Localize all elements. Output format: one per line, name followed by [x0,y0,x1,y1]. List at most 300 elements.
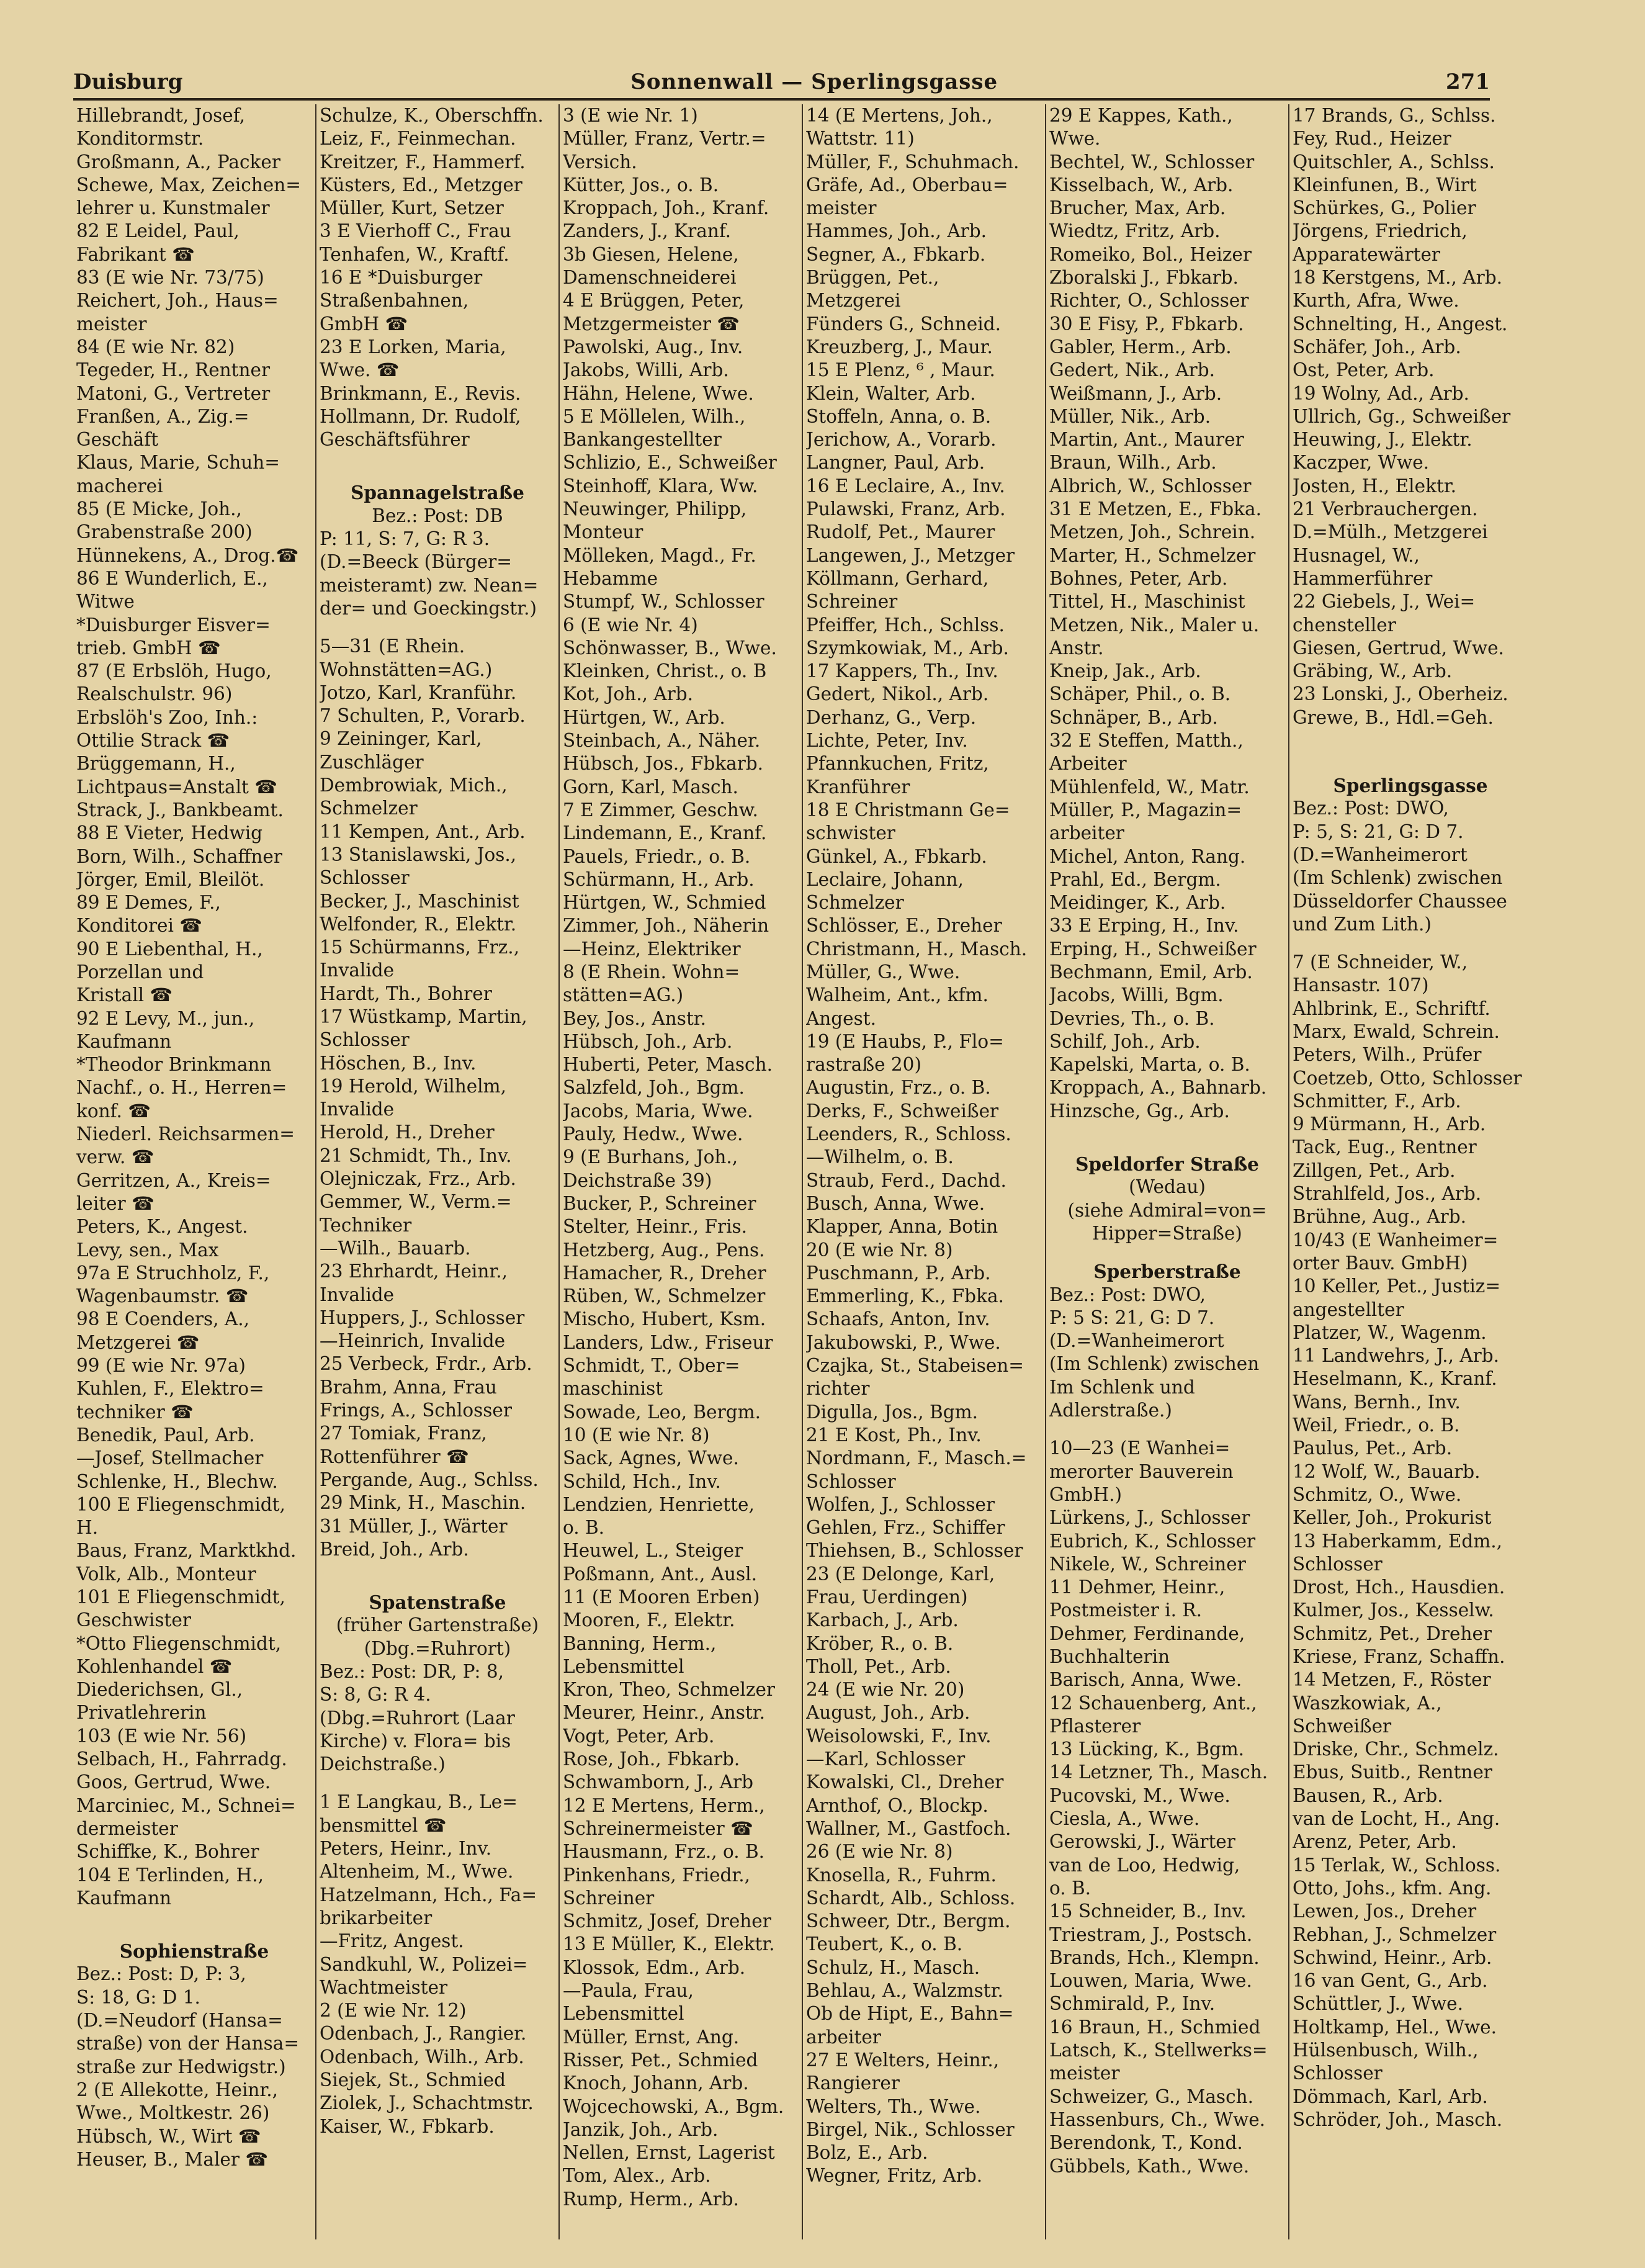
entry-line: Schweizer, G., Masch. [1049,2086,1253,2107]
entry-line: Hausmann, Frz., o. B. [563,1841,765,1863]
entry-line: Augustin, Frz., o. B. [806,1077,991,1099]
entry-line: Fünders G., Schneid. [806,313,1001,335]
entry-line: 16 E *Duisburger [320,267,483,289]
entry-line: 7 E Zimmer, Geschw. [563,799,758,821]
entry-line: macherei [76,475,163,497]
entry-line: Lürkens, J., Schlosser [1049,1507,1250,1529]
spacer [1049,1245,1285,1260]
entry-line: Techniker [320,1214,412,1236]
entry-line: Reichert, Joh., Haus= [76,290,279,312]
entry-line: Meidinger, K., Arb. [1049,892,1226,914]
entry-line: Drost, Hch., Hausdien. [1293,1577,1505,1598]
entry-line: Ob de Hipt, E., Bahn= [806,2003,1014,2025]
entry-line: Braun, Wilh., Arb. [1049,452,1217,474]
entry-line: 3 E Vierhoff C., Frau [320,220,511,242]
entry-line: verw. ☎ [76,1146,155,1168]
entry-line: Schlosser [320,1029,410,1051]
entry-line: 27 E Welters, Heinr., [806,2049,1000,2071]
entry-line: Gehlen, Frz., Schiffer [806,1517,1005,1539]
entry-line: Zboralski J., Fbkarb. [1049,267,1239,289]
entry-line: Bechmann, Emil, Arb. [1049,961,1253,983]
entry-line: Sandkuhl, W., Polizei= [320,1953,528,1975]
entry-line: brikarbeiter [320,1907,433,1928]
entry-line: Deichstraße.) [320,1753,446,1775]
entry-line: Hülsenbusch, Wilh., [1293,2040,1479,2061]
entry-line: Straßenbahnen, [320,290,469,312]
entry-line: 13 E Müller, K., Elektr. [563,1933,775,1955]
entry-line: Dehmer, Ferdinande, [1049,1622,1245,1644]
entry-line: 87 (E Erbslöh, Hugo, [76,660,272,682]
entry-line: Gübbels, Kath., Wwe. [1049,2155,1250,2177]
entry-line: Wwe. [1049,128,1101,150]
entry-line: 7 Schulten, P., Vorarb. [320,705,526,727]
entry-line: Rump, Herm., Arb. [563,2188,739,2210]
entry-line: Jörger, Emil, Bleilöt. [76,868,265,890]
entry-line: Konditormstr. [76,128,204,150]
entry-line: 13 Lücking, K., Bgm. [1049,1739,1245,1760]
entry-line: Schmelzer [320,798,418,819]
entry-line: Schlosser [806,1470,896,1492]
entry-line: Invalide [320,1284,395,1305]
entry-line: Gerowski, J., Wärter [1049,1831,1235,1853]
entry-line: Bohnes, Peter, Arb. [1049,567,1228,589]
entry-line: Hübsch, Joh., Arb. [563,1030,733,1052]
entry-line: 19 Wolny, Ad., Arb. [1293,382,1469,404]
entry-line: Gedert, Nik., Arb. [1049,359,1215,381]
entry-line: meister [806,197,877,219]
entry-line: Brüggen, Pet., [806,267,939,289]
entry-line: Quitschler, A., Schlss. [1293,151,1495,173]
entry-line: Kreuzberg, J., Maur. [806,336,993,358]
entry-line: Hipper=Straße) [1092,1222,1242,1244]
column-5 [1046,104,1289,2239]
entry-line: Platzer, W., Wagenm. [1293,1321,1487,1343]
entry-line: Marciniec, M., Schnei= [76,1794,296,1816]
entry-line: Müller, Ernst, Ang. [563,2026,740,2048]
entry-line: Klossok, Edm., Arb. [563,1956,746,1978]
entry-line: *Duisburger Eisver= [76,614,271,636]
entry-line: merorter Bauverein [1049,1460,1234,1482]
entry-line: meisteramt) zw. Nean= [320,574,539,596]
street-heading: Spannagelstraße [351,482,524,504]
entry-line: Wallner, M., Gastfoch. [806,1817,1011,1839]
entry-line: Stoffeln, Anna, o. B. [806,405,992,427]
entry-line: Kaufmann [76,1887,172,1909]
entry-line: Leenders, R., Schloss. [806,1123,1011,1145]
entry-line: Busch, Anna, Wwe. [806,1192,985,1214]
entry-line: Schreinermeister ☎ [563,1817,753,1839]
entry-line: o. B. [1049,1877,1091,1899]
entry-line: Schild, Hch., Inv. [563,1470,721,1492]
entry-line: 25 Verbeck, Frdr., Arb. [320,1353,532,1375]
page-number: 271 [1446,70,1490,94]
entry-line: Müller, Franz, Vertr.= [563,128,766,150]
entry-line: 30 E Fisy, P., Fbkarb. [1049,313,1244,335]
entry-line: 19 Herold, Wilhelm, [320,1075,506,1097]
entry-line: Monteur [563,521,643,543]
entry-line: Rebhan, J., Schmelzer [1293,1924,1497,1945]
entry-line: Mühlenfeld, W., Matr. [1049,776,1250,798]
entry-line: Hollmann, Dr. Rudolf, [320,405,521,427]
entry-line: 10—23 (E Wanhei= [1049,1438,1230,1459]
entry-line: —Karl, Schlosser [806,1748,966,1770]
entry-line: Segner, A., Fbkarb. [806,243,986,265]
entry-line: Schardt, Alb., Schloss. [806,1887,1016,1909]
entry-line: 88 E Vieter, Hedwig [76,822,263,844]
entry-line: Altenheim, M., Wwe. [320,1861,514,1883]
entry-line: Kaczper, Wwe. [1293,452,1430,474]
entry-line: van de Locht, H., Ang. [1293,1808,1500,1830]
entry-line: Ahlbrink, E., Schriftf. [1293,997,1490,1019]
entry-line: Ost, Peter, Arb. [1293,359,1435,381]
entry-line: Wojcechowski, A., Bgm. [563,2095,784,2117]
entry-line: Jakobs, Willi, Arb. [563,359,729,381]
entry-line: Konditorei ☎ [76,915,203,937]
entry-line: Schürkes, G., Polier [1293,197,1476,219]
entry-line: 10/43 (E Wanheimer= [1293,1229,1499,1251]
entry-line: Schwamborn, J., Arb [563,1771,753,1793]
entry-line: Weißmann, J., Arb. [1049,382,1222,404]
entry-line: Welters, Th., Wwe. [806,2095,981,2117]
entry-line: Hürtgen, W., Schmied [563,892,766,914]
entry-line: Angest. [806,1007,877,1029]
entry-line: —Paula, Frau, [563,1980,694,2002]
header-city: Duisburg [73,70,183,94]
entry-line: Günkel, A., Fbkarb. [806,845,987,867]
entry-line: Gedert, Nikol., Arb. [806,683,989,705]
entry-line: Tegeder, H., Rentner [76,359,271,381]
entry-line: Czajka, St., Stabeisen= [806,1355,1024,1377]
spacer [320,466,555,481]
entry-line: Schmitz, Pet., Dreher [1293,1622,1492,1644]
page-header [73,63,1490,101]
entry-line: 89 E Demes, F., [76,892,221,914]
entry-line: Klapper, Anna, Botin [806,1216,998,1238]
entry-line: 17 Kappers, Th., Inv. [806,660,998,682]
spacer [1293,936,1528,951]
entry-line: Ullrich, Gg., Schweißer [1293,405,1511,427]
entry-line: Heuwel, L., Steiger [563,1540,743,1562]
entry-line: Richter, O., Schlosser [1049,290,1249,312]
entry-line: (D.=Beeck (Bürger= [320,551,513,573]
entry-line: 98 E Coenders, A., [76,1308,250,1330]
entry-line: Schäper, Phil., o. B. [1049,683,1231,705]
entry-line: 27 Tomiak, Franz, [320,1423,487,1444]
entry-line: Pfannkuchen, Fritz, [806,753,989,775]
entry-line: Schmitz, Josef, Dreher [563,1910,771,1932]
entry-line: 4 E Brüggen, Peter, [563,290,745,312]
entry-line: Klein, Walter, Arb. [806,382,976,404]
entry-line: Zimmer, Joh., Näherin [563,915,769,937]
entry-line: Wachtmeister [320,1976,448,1998]
entry-line: 12 E Mertens, Herm., [563,1794,765,1816]
entry-line: 103 (E wie Nr. 56) [76,1725,247,1747]
entry-line: Metzen, Joh., Schrein. [1049,521,1256,543]
entry-line: S: 18, G: D 1. [76,1986,200,2008]
entry-line: Lindemann, E., Kranf. [563,822,767,844]
street-heading: Sophienstraße [119,1940,269,1963]
entry-line: Odenbach, Wilh., Arb. [320,2046,524,2068]
entry-line: Schönwasser, B., Wwe. [563,637,777,659]
entry-line: Giesen, Gertrud, Wwe. [1293,637,1504,659]
entry-line: 100 E Fliegenschmidt, [76,1493,285,1515]
entry-line: (Im Schlenk) zwischen [1293,867,1503,889]
entry-line: Zanders, J., Kranf. [563,220,732,242]
entry-line: Invalide [320,1099,395,1120]
entry-line: Digulla, Jos., Bgm. [806,1401,978,1423]
entry-line: 31 E Metzen, E., Fbka. [1049,498,1262,520]
entry-line: Hillebrandt, Josef, [76,105,245,126]
entry-line: Kreitzer, F., Hammerf. [320,151,526,173]
entry-line: Müller, Kurt, Setzer [320,197,504,219]
entry-line: Josten, H., Elektr. [1293,475,1457,497]
entry-line: 10 (E wie Nr. 8) [563,1424,710,1446]
spacer [320,451,555,466]
entry-line: und Zum Lith.) [1293,913,1432,935]
entry-line: Becker, J., Maschinist [320,890,519,912]
entry-line: 2 (E wie Nr. 12) [320,2000,467,2022]
entry-line: Neuwinger, Philipp, [563,498,747,520]
entry-line: Lebensmittel [563,1655,684,1677]
entry-line: Langewen, J., Metzger [806,544,1015,566]
entry-line: Schilf, Joh., Arb. [1049,1030,1201,1052]
entry-line: 84 (E wie Nr. 82) [76,336,235,358]
entry-line: Hürtgen, W., Arb. [563,706,725,728]
entry-line: 5—31 (E Rhein. [320,636,465,657]
entry-line: Brüggemann, H., [76,753,236,775]
entry-line: (Dbg.=Ruhrort (Laar [320,1707,515,1729]
entry-line: Baus, Franz, Marktkhd. [76,1540,297,1562]
entry-line: Metzgermeister ☎ [563,313,740,335]
directory-columns [73,104,1531,2239]
entry-line: Brucher, Max, Arb. [1049,197,1226,219]
entry-line: Schlenke, H., Blechw. [76,1470,278,1492]
entry-line: Gräbing, W., Arb. [1293,660,1453,682]
spacer [1049,1422,1285,1437]
entry-line: Strahlfeld, Jos., Arb. [1293,1183,1482,1205]
entry-line: Kütter, Jos., o. B. [563,174,719,196]
spacer [320,1776,555,1791]
entry-line: Realschulstr. 96) [76,683,233,705]
entry-line: 13 Stanislawski, Jos., [320,844,517,865]
entry-line: Hammerführer [1293,567,1433,589]
entry-line: Rangierer [806,2072,900,2094]
entry-line: Pflasterer [1049,1715,1141,1737]
entry-line: Schweißer [1293,1715,1392,1737]
entry-line: stätten=AG.) [563,984,684,1006]
entry-line: Versich. [563,151,637,173]
entry-line: Schlosser [1293,1553,1383,1575]
entry-line: Wwe., Moltkestr. 26) [76,2102,270,2124]
entry-line: Sowade, Leo, Bergm. [563,1401,761,1423]
entry-line: Arenz, Peter, Arb. [1293,1831,1457,1853]
entry-line: Kristall ☎ [76,984,173,1006]
entry-line: Dembrowiak, Mich., [320,775,508,796]
entry-line: Pauels, Friedr., o. B. [563,845,751,867]
entry-line: Pawolski, Aug., Inv. [563,336,743,358]
entry-line: Keller, Joh., Prokurist [1293,1507,1492,1529]
entry-line: Erping, H., Schweißer [1049,938,1257,960]
entry-line: leiter ☎ [76,1192,155,1214]
entry-line: chensteller [1293,614,1396,636]
entry-line: Brinkmann, E., Revis. [320,382,521,404]
entry-line: Hebamme [563,567,658,589]
entry-line: Niederl. Reichsarmen= [76,1123,295,1145]
entry-line: —Heinrich, Invalide [320,1330,506,1352]
entry-line: Gorn, Karl, Masch. [563,776,738,798]
entry-line: Pinkenhans, Friedr., [563,1864,751,1886]
entry-line: Tack, Eug., Rentner [1293,1136,1477,1158]
entry-line: Landers, Ldw., Friseur [563,1331,773,1353]
entry-line: Arnthof, O., Blockp. [806,1794,988,1816]
entry-line: Kranführer [806,776,910,798]
entry-line: Teubert, K., o. B. [806,1933,963,1955]
entry-line: Pulawski, Franz, Arb. [806,498,1006,520]
street-heading: Spatenstraße [369,1591,506,1614]
entry-line: Metzen, Nik., Maler u. [1049,614,1260,636]
spacer [1049,1123,1285,1138]
entry-line: Breid, Joh., Arb. [320,1538,469,1560]
entry-line: Jacobs, Maria, Wwe. [563,1100,753,1122]
entry-line: 2 (E Allekotte, Heinr., [76,2079,278,2100]
entry-line: Weil, Friedr., o. B. [1293,1415,1460,1436]
entry-line: Matoni, G., Vertreter [76,382,271,404]
entry-line: 18 Kerstgens, M., Arb. [1293,267,1502,289]
column-6 [1289,104,1531,2239]
entry-line: Wagenbaumstr. ☎ [76,1285,249,1307]
entry-line: Hübsch, W., Wirt ☎ [76,2125,261,2147]
entry-line: Frau, Uerdingen) [806,1586,968,1608]
entry-line: 23 E Lorken, Maria, [320,336,506,358]
entry-line: Hatzelmann, Hch., Fa= [320,1884,537,1906]
entry-line: Invalide [320,960,395,981]
entry-line: Kot, Joh., Arb. [563,683,694,705]
entry-line: 16 Braun, H., Schmied [1049,2016,1261,2038]
entry-line: 16 E Leclaire, A., Inv. [806,475,1005,497]
entry-line: Schlosser [1293,2063,1383,2084]
entry-line: 9 Zeininger, Karl, [320,728,482,750]
entry-line: Schürmann, H., Arb. [563,868,755,890]
entry-line: Kirche) v. Flora= bis [320,1730,511,1752]
entry-line: Pfeiffer, Hch., Schlss. [806,614,1005,636]
entry-line: Höschen, B., Inv. [320,1052,477,1074]
entry-line: Sack, Agnes, Wwe. [563,1447,739,1469]
entry-line: Schwind, Heinr., Arb. [1293,1946,1492,1968]
entry-line: 8 (E Rhein. Wohn= [563,961,740,983]
entry-line: Lebensmittel [563,2003,684,2025]
entry-line: (Wedau) [1129,1176,1206,1198]
entry-line: Hünnekens, A., Drog.☎ [76,544,299,566]
entry-line: 29 E Kappes, Kath., [1049,105,1233,126]
entry-line: Ottilie Strack ☎ [76,730,230,752]
entry-line: Wolfen, J., Schlosser [806,1493,995,1515]
entry-line: Prahl, Ed., Bergm. [1049,868,1221,890]
entry-line: dermeister [76,1817,178,1839]
entry-line: H. [76,1517,99,1539]
entry-line: Goos, Gertrud, Wwe. [76,1771,271,1793]
entry-line: Mischo, Hubert, Ksm. [563,1308,766,1330]
entry-line: Wegner, Fritz, Arb. [806,2165,983,2187]
entry-line: *Otto Fliegenschmidt, [76,1632,282,1654]
entry-line: Nellen, Ernst, Lagerist [563,2142,775,2164]
entry-line: 99 (E wie Nr. 97a) [76,1355,246,1377]
entry-line: Huberti, Peter, Masch. [563,1054,773,1076]
entry-line: meister [76,313,147,335]
entry-line: Rüben, W., Schmelzer [563,1285,766,1307]
entry-line: Bolz, E., Arb. [806,2142,928,2164]
entry-line: 24 (E wie Nr. 20) [806,1679,965,1701]
entry-line: Pucovski, M., Wwe. [1049,1784,1230,1806]
entry-line: Straub, Ferd., Dachd. [806,1169,1006,1191]
entry-line: Odenbach, J., Rangier. [320,2023,527,2045]
entry-line: Wwe. ☎ [320,359,400,381]
entry-line: Wattstr. 11) [806,128,915,150]
entry-line: —Wilh., Bauarb. [320,1237,471,1259]
spacer [1049,1138,1285,1153]
entry-line: Kulmer, Jos., Kesselw. [1293,1600,1494,1621]
spacer [320,1561,555,1576]
entry-line: 22 Giebels, J., Wei= [1293,591,1476,613]
header-street-range: Sonnenwall — Sperlingsgasse [630,70,998,94]
entry-line: (D.=Wanheimerort [1049,1330,1224,1352]
entry-line: Kriese, Franz, Schaffn. [1293,1646,1505,1667]
entry-line: Birgel, Nik., Schlosser [806,2118,1015,2140]
entry-line: Kroppach, Joh., Kranf. [563,197,769,219]
entry-line: Derhanz, G., Verp. [806,706,977,728]
entry-line: Behlau, A., Walzmstr. [806,1980,1003,2002]
entry-line: (D.=Wanheimerort [1293,844,1468,865]
entry-line: Deichstraße 39) [563,1169,712,1191]
entry-line: Hinzsche, Gg., Arb. [1049,1100,1230,1122]
entry-line: 86 E Wunderlich, E., [76,567,268,589]
entry-line: Lendzien, Henriette, [563,1493,755,1515]
entry-line: 14 Metzen, F., Röster [1293,1669,1491,1691]
entry-line: Bez.: Post: DWO, [1049,1284,1206,1305]
entry-line: Tittel, H., Maschinist [1049,591,1245,613]
entry-line: Klaus, Marie, Schuh= [76,452,280,474]
spacer [1293,744,1528,759]
entry-line: Grewe, B., Hdl.=Geh. [1293,706,1494,728]
entry-line: Selbach, H., Fahrradg. [76,1748,287,1770]
entry-line: 21 E Kost, Ph., Inv. [806,1424,982,1446]
entry-line: 23 Ehrhardt, Heinr., [320,1261,508,1282]
entry-line: arbeiter [1049,822,1124,844]
entry-line: Schmirald, P., Inv. [1049,1993,1216,2015]
entry-line: Fey, Rud., Heizer [1293,128,1451,150]
entry-line: Pergande, Aug., Schlss. [320,1469,539,1490]
entry-line: Anstr. [1049,637,1104,659]
entry-line: Vogt, Peter, Arb. [563,1725,715,1747]
entry-line: Holtkamp, Hel., Wwe. [1293,2016,1497,2038]
entry-line: Poßmann, Ant., Ausl. [563,1563,757,1585]
entry-line: Wohnstätten=AG.) [320,659,493,680]
entry-line: 12 Schauenberg, Ant., [1049,1692,1257,1714]
entry-line: 15 Terlak, W., Schloss. [1293,1854,1501,1876]
entry-line: Volk, Alb., Monteur [76,1563,256,1585]
entry-line: Schulz, H., Masch. [806,1956,980,1978]
entry-line: 15 E Plenz, ⁶ , Maur. [806,359,995,381]
entry-line: Schäfer, Joh., Arb. [1293,336,1461,358]
entry-line: Knosella, R., Fuhrm. [806,1864,997,1886]
entry-line: Apparatewärter [1293,243,1441,265]
entry-line: Hamacher, R., Dreher [563,1262,766,1284]
entry-line: (Im Schlenk) zwischen [1049,1353,1260,1375]
entry-line: D.=Mülh., Metzgerei [1293,521,1488,543]
entry-line: Hammes, Joh., Arb. [806,220,987,242]
entry-line: Karbach, J., Arb. [806,1609,959,1631]
entry-line: P: 5 S: 21, G: D 7. [1049,1307,1215,1328]
entry-line: Heuser, B., Maler ☎ [76,2148,269,2170]
